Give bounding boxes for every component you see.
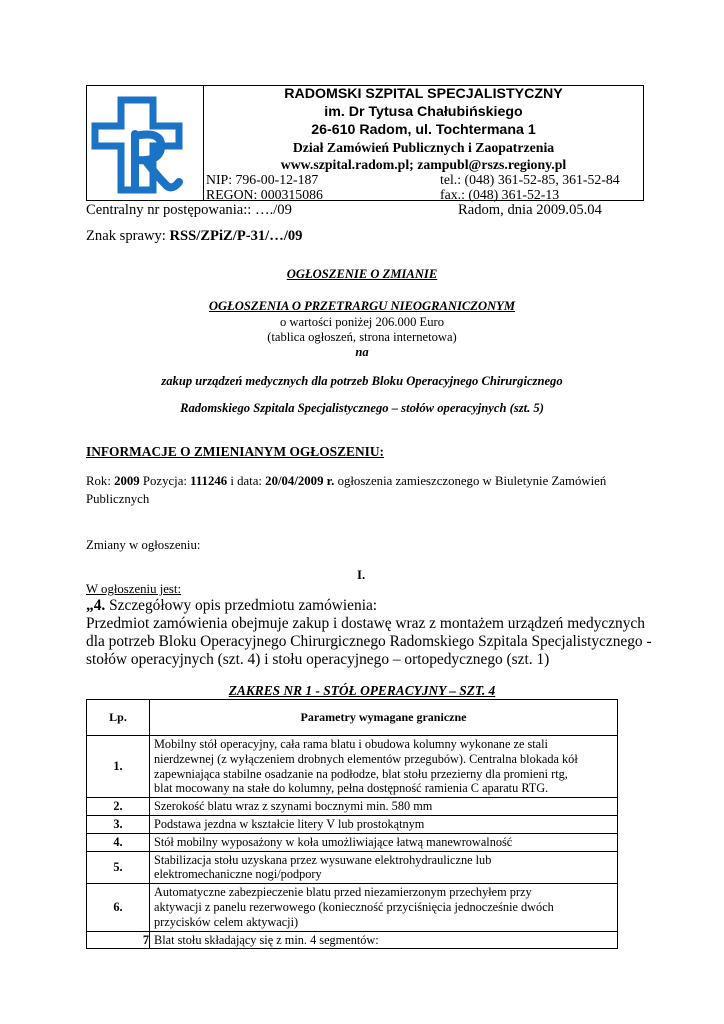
data-label: i data: (227, 474, 266, 488)
param-line: Szerokość blatu wraz z szynami bocznymi min. 580 mm (154, 799, 433, 814)
info-line (86, 474, 606, 489)
case-label: Znak sprawy: (86, 228, 170, 244)
was-label: W ogłoszeniu jest: (86, 582, 182, 596)
row-params (150, 736, 618, 798)
param-line: Stół mobilny wyposażony w koła umożliwiające łatwą manewrowalność (154, 834, 513, 849)
col-params: Parametry wymagane graniczne (150, 700, 618, 736)
param-line: blat mocowany na stałe do kolumny, pełna dostępność ramienia C aparatu RTG. (154, 781, 549, 796)
table-caption: ZAKRES NR 1 - STÓŁ OPERACYJNY – SZT. 4 (228, 683, 496, 698)
poz-label: Pozycja: (139, 474, 191, 488)
table-row (87, 884, 618, 931)
subject-line-1: zakup urządzeń medycznych dla potrzeb Bloku Operacyjnego Chirurgicznego (161, 374, 563, 388)
notice-subtitle: OGŁOSZENIA O PRZETRARGU NIEOGRANICZONYM (208, 299, 516, 313)
col-lp: Lp. (87, 700, 150, 736)
row-number: 1. (87, 736, 150, 798)
case-number: RSS/ZPiZ/P-31/…/09 (169, 228, 303, 244)
param-line: Mobilny stół operacyjny, cała rama blatu i obudowa kolumny wykonane ze stali (154, 737, 548, 751)
spec-table (86, 699, 618, 949)
row-number: 4. (87, 833, 150, 851)
hospital-patron: im. Dr Tytusa Chałubińskiego (324, 104, 523, 120)
subject-line-2: Radomskiego Szpitala Specjalistycznego – stołów operacyjnych (szt. 5) (180, 401, 544, 415)
table-header-row (87, 700, 618, 736)
table-row (87, 851, 618, 884)
row-number: 3. (87, 815, 150, 833)
hospital-logo-icon (87, 86, 203, 200)
section-number: I. (357, 568, 366, 582)
row-number: 7 (87, 931, 150, 949)
publication-note: (tablica ogłoszeń, strona internetowa) (267, 330, 457, 344)
data-value: 20/04/2009 r. (265, 474, 335, 488)
param-line: zapewniająca stabilne osadzanie na podłodze, blat stołu przezierny dla promieni rtg, (154, 766, 568, 781)
rok-label: Rok: (86, 474, 115, 488)
param-line: Podstawa jezdna w kształcie litery V lub prostokątnym (154, 816, 425, 831)
row-params (150, 851, 618, 884)
hospital-logo (87, 86, 204, 200)
letterhead (86, 85, 644, 201)
changes-label: Zmiany w ogłoszeniu: (86, 538, 201, 552)
table-row (87, 931, 618, 949)
department-name: Dział Zamówień Publicznych i Zaopatrzenia (292, 140, 555, 155)
param-line: aktywacji z panelu rezerwowego (konieczność przyciśnięcia jednocześnie dwóch (154, 899, 554, 914)
row-params (150, 833, 618, 851)
web-email: www.szpital.radom.pl; zampubl@rszs.regiony.pl (280, 157, 567, 172)
row-params (150, 798, 618, 816)
notice-title: OGŁOSZENIE O ZMIANIE (286, 267, 438, 281)
row-number: 5. (87, 851, 150, 884)
body-line-1: Przedmiot zamówienia obejmuje zakup i dostawę wraz z montażem urządzeń medycznych (86, 615, 645, 632)
param-line: Blat stołu składający się z min. 4 segmentów: (154, 932, 379, 947)
table-row (87, 815, 618, 833)
row-params (150, 815, 618, 833)
info-heading: INFORMACJE O ZMIENIANYM OGŁOSZENIU: (86, 444, 384, 459)
param-line: elektromechaniczne nogi/podpory (154, 867, 322, 882)
param-line: przycisków celem aktywacji) (154, 914, 299, 929)
fax: fax.: (048) 361-52-13 (440, 187, 560, 202)
na-word: na (355, 345, 369, 359)
param-line: nierdzewnej (z wyłączeniem drobnych elementów przegubów). Centralna blokada kół (154, 751, 578, 766)
table-row (87, 736, 618, 798)
table-row (87, 798, 618, 816)
row-number: 2. (87, 798, 150, 816)
body-line-3: stołów operacyjnych (szt. 4) i stołu operacyjnego – ortopedycznego (szt. 1) (86, 651, 550, 668)
nip: NIP: 796-00-12-187 (206, 172, 319, 187)
case-reference (86, 228, 302, 245)
value-note: o wartości poniżej 206.000 Euro (279, 315, 445, 329)
telephone: tel.: (048) 361-52-85, 361-52-84 (440, 172, 620, 187)
info-rest: ogłoszenia zamieszczonego w Biuletynie Zamówień (334, 474, 607, 488)
point-number: „4. (86, 597, 106, 614)
body-line-2: dla potrzeb Bloku Operacyjnego Chirurgicznego Radomskiego Szpitala Specjalistycznego - (86, 633, 652, 650)
param-line: Automatyczne zabezpieczenie blatu przed niezamierzonym przechyłem przy (154, 885, 532, 900)
place-date: Radom, dnia 2009.05.04 (458, 202, 602, 218)
row-params (150, 884, 618, 931)
central-number: Centralny nr postępowania:: …./09 (86, 202, 292, 218)
poz-value: 111246 (190, 474, 228, 488)
point-heading (86, 597, 377, 615)
row-number: 6. (87, 884, 150, 931)
table-row (87, 833, 618, 851)
point-title: Szczegółowy opis przedmiotu zamówienia: (105, 597, 378, 614)
row-params (150, 931, 618, 949)
param-line: Stabilizacja stołu uzyskana przez wysuwane elektrohydrauliczne lub (154, 852, 492, 867)
regon: REGON: 000315086 (206, 187, 323, 202)
rok-value: 2009 (114, 474, 140, 488)
hospital-address: 26-610 Radom, ul. Tochtermana 1 (311, 122, 536, 138)
info-line-2: Publicznych (86, 492, 150, 506)
hospital-name: RADOMSKI SZPITAL SPECJALISTYCZNY (284, 86, 563, 102)
